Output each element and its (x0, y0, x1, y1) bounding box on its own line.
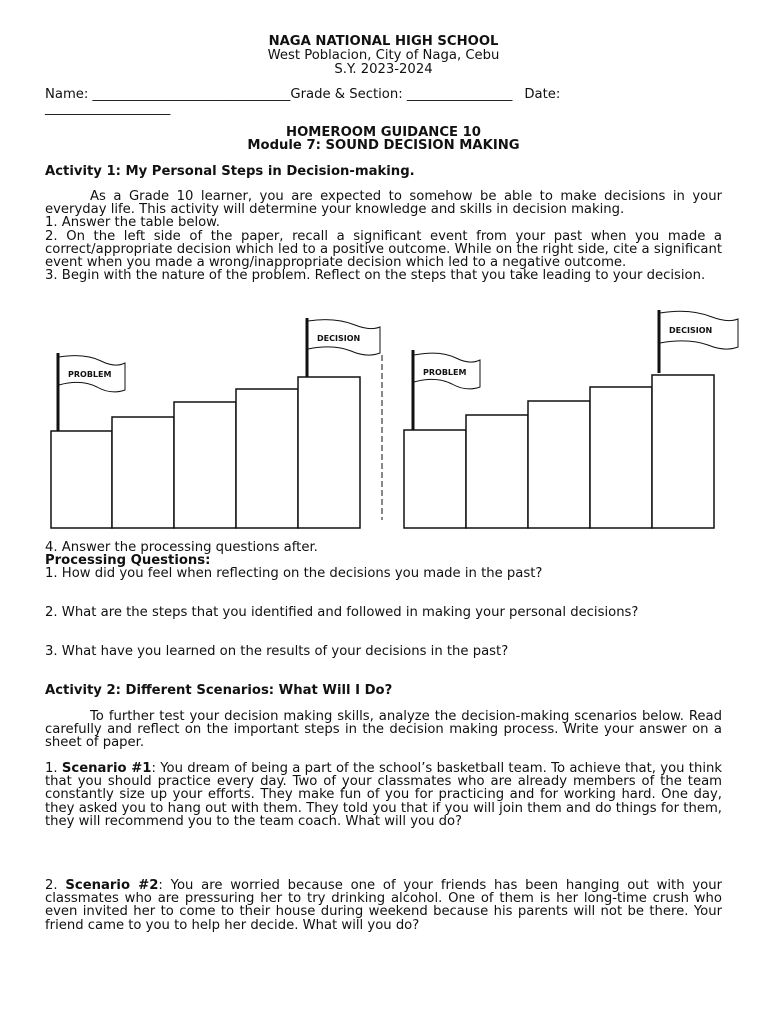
step-block-5 (652, 375, 714, 528)
school-year: S.Y. 2023-2024 (334, 62, 433, 77)
processing-heading: Processing Questions: (45, 553, 211, 568)
decision-flag-label: DECISION (669, 326, 713, 335)
activity1-step2: 2. On the left side of the paper, recall a significant event from your past when you made a correct/appropriate decision which led to a positive outcome. While on the right side, cite a significant event when you made a wrong/inappropriate decision which led to a negative outcome. (45, 228, 722, 271)
staircase-diagram-left (45, 315, 385, 535)
activity1-step1: 1. Answer the table below. (45, 215, 220, 231)
processing-question-1: 1. How did you feel when reflecting on the decisions you made in the past? (45, 566, 543, 581)
processing-question-2: 2. What are the steps that you identified and followed in making your personal decisions? (45, 605, 639, 620)
grade-section-field: Grade & Section: ________________ (290, 87, 513, 102)
activity1-instructions (45, 190, 722, 282)
school-address: West Poblacion, City of Naga, Cebu (267, 48, 500, 63)
module-subtitle: Module 7: SOUND DECISION MAKING (247, 138, 520, 153)
activity2-heading: Activity 2: Different Scenarios: What Will I Do? (45, 683, 393, 698)
module-title: HOMEROOM GUIDANCE 10 (286, 125, 481, 140)
step-block-3 (174, 402, 236, 528)
activity1-intro: As a Grade 10 learner, you are expected to somehow be able to make decisions in your everyday life. This activity will determine your knowledge and skills in decision making. (45, 189, 722, 218)
scenario-2-text: : You are worried because one of your friends has been hanging out with your classmates who are pressuring her to try drinking alcohol. One of them is her long-time crush who even invited her to come to their house during weekend because his parents will not be there. Your friend came to you to help her decide. What will you do? (45, 878, 723, 933)
step-block-3 (528, 401, 590, 528)
step-block-4 (590, 387, 652, 528)
date-label: Date: (524, 87, 561, 102)
step-block-1 (51, 431, 112, 528)
step-block-4 (236, 389, 298, 528)
activity1-step3: 3. Begin with the nature of the problem. Reflect on the steps that you take leading to your decision. (45, 268, 706, 284)
scenario-1 (45, 762, 722, 828)
activity1-heading: Activity 1: My Personal Steps in Decision-making. (45, 164, 415, 179)
date-field: ___________________ (45, 101, 171, 116)
processing-question-3: 3. What have you learned on the results of your decisions in the past? (45, 644, 509, 659)
scenario-2-label: Scenario #2 (65, 878, 159, 893)
activity1-step4: 4. Answer the processing questions after. (45, 540, 318, 555)
name-field: Name: ______________________________ (45, 87, 291, 102)
activity2-intro: To further test your decision making skills, analyze the decision-making scenarios below. Read carefully and reflect on the important steps in the decision making process. Write your answer on a sheet of paper. (45, 709, 722, 751)
scenario-1-text: : You dream of being a part of the school’s basketball team. To achieve that, you think that you should practice every day. Two of your classmates who are already members of the team constantly size up your efforts. They make fun of you for practicing and for working hard. One day, they asked you to hang out with them. They told you that if you will join them and do things for them, they will recommend you to the team coach. What will you do? (45, 761, 722, 829)
student-info-line (45, 88, 722, 102)
scenario-1-number: 1. (45, 761, 62, 776)
decision-flag-label: DECISION (317, 334, 361, 343)
scenario-2 (45, 879, 722, 932)
school-name: NAGA NATIONAL HIGH SCHOOL (268, 34, 499, 49)
step-block-2 (466, 415, 528, 528)
problem-flag-label: PROBLEM (68, 370, 112, 379)
step-block-5 (298, 377, 360, 528)
step-block-2 (112, 417, 174, 528)
step-block-1 (404, 430, 466, 528)
staircase-diagram-right (400, 305, 745, 535)
problem-flag-label: PROBLEM (423, 368, 467, 377)
scenario-2-number: 2. (45, 878, 66, 893)
scenario-1-label: Scenario #1 (61, 761, 152, 776)
